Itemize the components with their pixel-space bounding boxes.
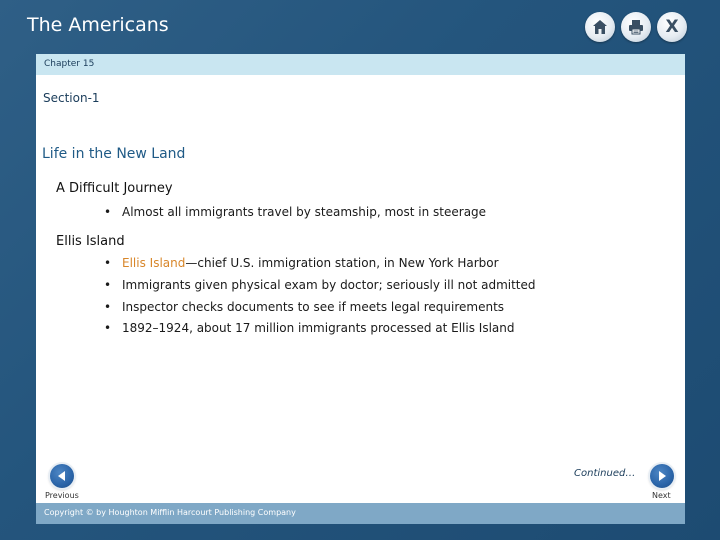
page-heading: Life in the New Land (42, 146, 186, 162)
chapter-label: Chapter 15 (44, 59, 95, 69)
chapter-bar (36, 54, 685, 75)
bullet-text: —chief U.S. immigration station, in New York Harbor (185, 256, 499, 270)
close-button[interactable] (657, 12, 687, 42)
bullet-text: Immigrants given physical exam by doctor; seriously ill not admitted (122, 278, 536, 292)
topic-title: A Difficult Journey (56, 181, 173, 196)
footer-bar (36, 503, 685, 524)
list-item (104, 300, 504, 314)
bullet-icon: • (104, 321, 112, 335)
content-panel (36, 54, 685, 504)
bullet-text: Almost all immigrants travel by steamship, most in steerage (122, 205, 487, 219)
home-button[interactable] (585, 12, 615, 42)
arrow-right-icon (656, 470, 668, 482)
bullet-icon: • (104, 205, 112, 219)
copyright-text: Copyright © by Houghton Mifflin Harcourt Publishing Company (44, 508, 296, 517)
bullet-icon: • (104, 300, 112, 314)
app-title: The Americans (27, 14, 169, 36)
arrow-left-icon (56, 470, 68, 482)
bullet-text: 1892–1924, about 17 million immigrants processed at Ellis Island (122, 321, 515, 335)
continued-label: Continued… (574, 468, 636, 479)
bullet-icon: • (104, 278, 112, 292)
topic-title: Ellis Island (56, 234, 125, 249)
list-item (104, 205, 486, 219)
close-icon: X (665, 17, 679, 37)
list-item (104, 256, 499, 270)
print-button[interactable] (621, 12, 651, 42)
home-icon (591, 18, 609, 36)
list-item (104, 321, 515, 335)
list-item (104, 278, 536, 292)
previous-label: Previous (45, 491, 79, 500)
key-term: Ellis Island (122, 256, 186, 270)
bullet-text: Inspector checks documents to see if meets legal requirements (122, 300, 505, 314)
section-label: Section-1 (43, 91, 100, 105)
next-button[interactable] (650, 464, 674, 488)
print-icon (627, 18, 645, 36)
previous-button[interactable] (50, 464, 74, 488)
bullet-icon: • (104, 256, 112, 270)
next-label: Next (652, 491, 671, 500)
